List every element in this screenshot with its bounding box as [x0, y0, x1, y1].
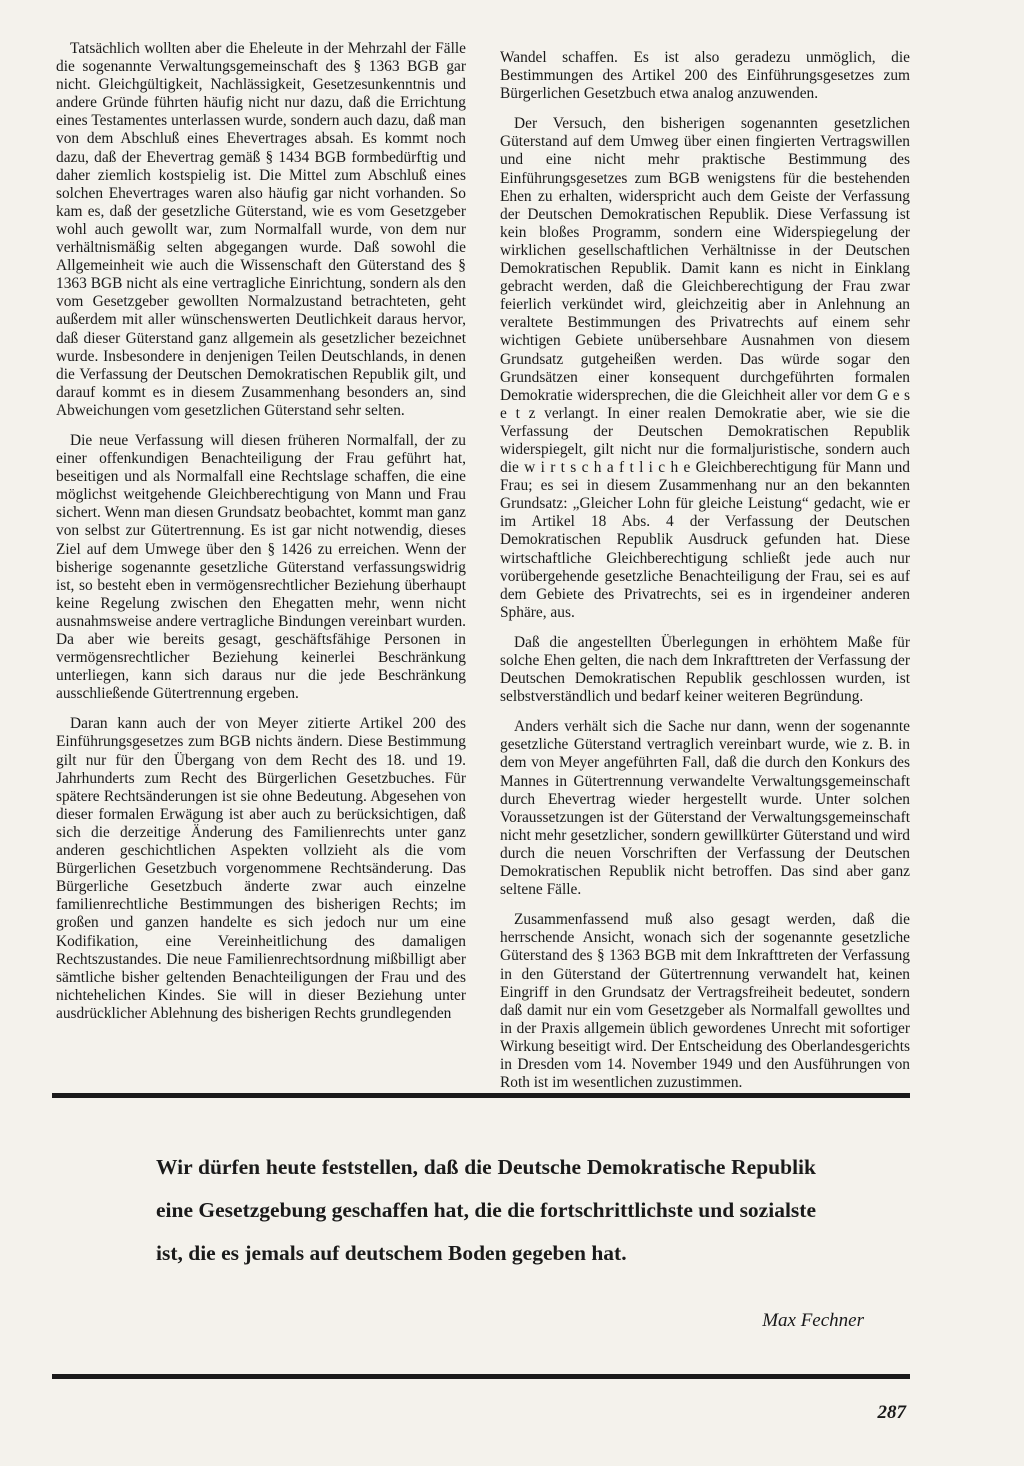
quote-author: Max Fechner — [762, 1310, 864, 1331]
left-paragraph-2: Die neue Verfassung will diesen früheren Normalfall, der zu einer offenkundigen Benachteiligung der Frau geführt hat, beseitigen und als Normalfall eine Rechtslage schaffen, die eine möglichst weitgehende Gleichberechtigung von Mann und Frau sichert. Wenn man diesen Grundsatz beobachtet, kommt man ganz von selbst zur Gütertrennung. Es ist gar nicht notwendig, dieses Ziel auf dem Umwege über den § 1426 zu erreichen. Wenn der bisherige sogenannte gesetzliche Güterstand verfassungswidrig ist, so besteht eben in vermögensrechtlicher Beziehung überhaupt keine Regelung zwischen den Ehegatten mehr, wenn nicht ausnahmsweise andere vertragliche Bindungen vereinbart wurden. Da aber wie bereits gesagt, geschäftsfähige Personen in vermögensrechtlicher Beziehung keinerlei Beschränkung unterliegen, kann sich daraus nur die jede Beschränkung ausschließende Gütertrennung ergeben. — [56, 431, 466, 703]
right-paragraph-1: Der Versuch, den bisherigen sogenannten gesetzlichen Güterstand auf dem Umweg über einen fingierten Vertragswillen und eine nicht mehr praktische Bestimmung des Einführungsgesetzes zum BGB wenigstens für die bestehenden Ehen zu erhalten, widerspricht auch dem Geiste der Verfassung der Deutschen Demokratischen Republik. Diese Verfassung ist kein bloßes Programm, sondern eine Widerspiegelung der wirklichen gesellschaftlichen Verhältnisse in der Deutschen Demokratischen Republik. Damit kann es nicht in Einklang gebracht werden, daß die Gleichberechtigung der Frau zwar feierlich verkündet wird, gleichzeitig aber in Anlehnung an veraltete Bestimmungen des Privatrechts auf einem sehr wichtigen Gebiete unübersehbare Ausnahmen von diesem Grundsatz gutgeheißen werden. Das würde sogar den Grundsätzen einer konsequent durchgeführten formalen Demokratie widersprechen, die die Gleichheit aller vor dem G e s e t z verlangt. In einer realen Demokratie aber, wie sie die Verfassung der Deutschen Demokratischen Republik widerspiegelt, gilt nicht nur die formaljuristische, sondern auch die w i r t s c h a f t l i c h e Gleichberechtigung für Mann und Frau; es sei in diesem Zusammenhang nur an den bekannten Grundsatz: „Gleicher Lohn für gleiche Leistung“ gedacht, wie er im Artikel 18 Abs. 4 der Verfassung der Deutschen Demokratischen Republik Ausdruck gefunden hat. Diese wirtschaftliche Gleichberechtigung schließt jede auch nur vorübergehende gesetzliche Benachteiligung der Frau, sei es auf dem Gebiete des Privatrechts, sei es in irgendeiner anderen Sphäre, aus. — [500, 115, 910, 621]
quote-top-rule — [52, 1093, 910, 1098]
left-paragraph-1: Tatsächlich wollten aber die Eheleute in der Mehrzahl der Fälle die sogenannte Verwaltungsgemeinschaft des § 1363 BGB gar nicht. Gleichgültigkeit, Nachlässigkeit, Gesetzesunkenntnis und andere Gründe führten häufig nicht nur dazu, daß die Errichtung eines Testamentes unterlassen wurde, sondern auch dazu, daß man von dem Abschluß eines Ehevertrages absah. Es kommt noch dazu, daß der Ehevertrag gemäß § 1434 BGB formbedürftig und daher ziemlich kostspielig ist. Die Mittel zum Abschluß eines solchen Ehevertrages waren also häufig gar nicht vorhanden. So kam es, daß der gesetzliche Güterstand, wie es vom Gesetzgeber wohl auch gewollt war, zum Normalfall wurde, von dem nur verhältnismäßig selten abgegangen wurde. Daß sowohl die Allgemeinheit wie auch die Wissenschaft den Güterstand des § 1363 BGB nicht als eine vertragliche Einrichtung, sondern als den vom Gesetzgeber gewollten Normalzustand betrachteten, geht außerdem mit aller wünschenswerten Deutlichkeit daraus hervor, daß dieser Güterstand ganz allgemein als gesetzlicher bezeichnet wurde. Insbesondere in denjenigen Teilen Deutschlands, in denen die Verfassung der Deutschen Demokratischen Republik gilt, und darauf kommt es in diesem Zusammenhang besonders an, sind Abweichungen vom gesetzlichen Güterstand sehr selten. — [56, 40, 466, 419]
right-column — [500, 49, 910, 1104]
right-continuation: Wandel schaffen. Es ist also geradezu unmöglich, die Bestimmungen des Artikel 200 des Einführungsgesetzes zum Bürgerlichen Gesetzbuch etwa analog anzuwenden. — [500, 49, 910, 103]
quote-bottom-rule — [52, 1374, 910, 1379]
right-paragraph-4: Zusammenfassend muß also gesagt werden, daß die herrschende Ansicht, wonach sich der sogenannte gesetzliche Güterstand des § 1363 BGB mit dem Inkrafttreten der Verfassung in den Güterstand der Gütertrennung verwandelt hat, keinen Eingriff in den Grundsatz der Vertragsfreiheit bedeutet, sondern daß damit nur ein vom Gesetzgeber als Normalfall gewolltes und in der Praxis allgemein üblich gewordenes Unrecht mit sofortiger Wirkung beseitigt wird. Der Entscheidung des Oberlandesgerichts in Dresden vom 14. November 1949 und den Ausführungen von Roth ist im wesentlichen zuzustimmen. — [500, 911, 910, 1092]
left-column — [56, 40, 466, 1035]
page-number: 287 — [877, 1402, 906, 1423]
right-paragraph-2: Daß die angestellten Überlegungen in erhöhtem Maße für solche Ehen gelten, die nach dem Inkrafttreten der Verfassung der Deutschen Demokratischen Republik geschlossen wurden, ist selbstverständlich und bedarf keiner weiteren Begründung. — [500, 633, 910, 706]
right-paragraph-3: Anders verhält sich die Sache nur dann, wenn der sogenannte gesetzliche Güterstand vertraglich vereinbart wurde, wie z. B. in dem von Meyer angeführten Fall, daß die durch den Konkurs des Mannes in Gütertrennung verwandelte Verwaltungsgemeinschaft durch Ehevertrag wieder hergestellt wurde. Unter solchen Voraussetzungen ist der Güterstand der Verwaltungsgemeinschaft nicht mehr gesetzlicher, sondern gewillkürter Güterstand und wird durch die neuen Vorschriften der Verfassung der Deutschen Demokratischen Republik nicht betroffen. Das sind aber ganz seltene Fälle. — [500, 718, 910, 899]
left-paragraph-3: Daran kann auch der von Meyer zitierte Artikel 200 des Einführungsgesetzes zum BGB nichts ändern. Diese Bestimmung gilt nur für den Übergang von dem Recht des 18. und 19. Jahrhunderts zum Recht des Bürgerlichen Gesetzbuches. Für spätere Rechtsänderungen ist sie ohne Bedeutung. Abgesehen von dieser formalen Erwägung ist aber auch zu berücksichtigen, daß sich die derzeitige Änderung des Familienrechts unter ganz anderen geschichtlichen Aspekten vollzieht als die vom Bürgerlichen Gesetzbuch vorgenommene Rechtsänderung. Das Bürgerliche Gesetzbuch änderte zwar auch einzelne familienrechtliche Bestimmungen des bisherigen Rechts; im großen und ganzen handelte es sich jedoch nur um eine Kodifikation, eine Vereinheitlichung des damaligen Rechtszustandes. Die neue Familienrechtsordnung mißbilligt aber sämtliche bisher geltenden Benachteiligungen der Frau und des nichtehelichen Kindes. Sie will in dieser Beziehung unter ausdrücklicher Ablehnung des bisherigen Rechts grundlegenden — [56, 715, 466, 1022]
pull-quote: Wir dürfen heute feststellen, daß die Deutsche Demokratische Republik eine Gesetzgebung geschaffen hat, die die fortschrittlichste und sozialste ist, die es jemals auf deutschem Boden gegeben hat. — [156, 1155, 816, 1265]
